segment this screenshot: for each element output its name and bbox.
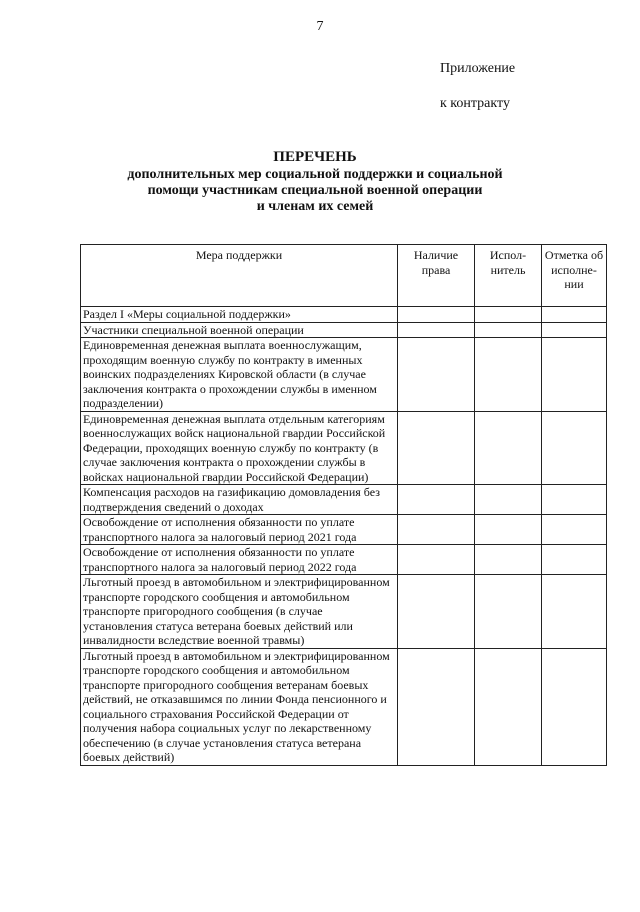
column-header-measure: Мера поддержки [81,245,398,307]
executor-cell [475,411,542,485]
completion-cell [542,411,607,485]
title-line-2: помощи участникам специальной военной операции [147,183,483,198]
executor-cell [475,515,542,545]
right-cell [398,545,475,575]
right-cell [398,648,475,765]
completion-cell [542,575,607,649]
completion-cell [542,485,607,515]
right-cell [398,338,475,412]
completion-cell [542,515,607,545]
title-heading: ПЕРЕЧЕНЬ [273,149,357,165]
executor-cell [475,575,542,649]
right-cell [398,307,475,323]
table-row [81,575,607,649]
table-row [81,338,607,412]
measure-cell: Раздел I «Меры социальной поддержки» [81,307,398,323]
executor-cell [475,485,542,515]
title-line-1: дополнительных мер социальной поддержки и социальной [127,167,503,182]
column-header-executor: Испол-нитель [475,245,542,307]
column-header-completion: Отметка об исполне-нии [542,245,607,307]
appendix-label: Приложение [440,61,516,76]
table-row [81,648,607,765]
right-cell [398,485,475,515]
right-cell [398,515,475,545]
completion-cell [542,322,607,338]
table-row [81,322,607,338]
measure-cell: Льготный проезд в автомобильном и электрифицированном транспорте городского сообщения и автомобильном транспорте пригородного сообщения ветеранам боевых действий, не отказавшимся по линии Фонда пенсионного и социального страхования Российской Федерации от получения набора социальных услуг по лекарственному обеспечению (в случае установления статуса ветерана боевых действий) [81,648,398,765]
page-number: 7 [316,19,324,34]
completion-cell [542,545,607,575]
executor-cell [475,307,542,323]
measure-cell: Единовременная денежная выплата военнослужащим, проходящим военную службу по контракту в именных воинских подразделениях Кировской области (в случае заключения контракта о прохождении службы в именном подразделении) [81,338,398,412]
table-row [81,515,607,545]
table-row [81,545,607,575]
right-cell [398,575,475,649]
completion-cell [542,307,607,323]
table-row [81,307,607,323]
title-line-3: и членам их семей [256,199,374,214]
executor-cell [475,338,542,412]
measure-cell: Льготный проезд в автомобильном и электрифицированном транспорте городского сообщения и автомобильном транспорте пригородного сообщения (в случае установления статуса ветерана боевых действий или инвалидности вследствие военной травмы) [81,575,398,649]
measure-cell: Единовременная денежная выплата отдельным категориям военнослужащих войск национальной гвардии Российской Федерации, проходящих военную службу по контракту (в случае заключения контракта о прохождении службы в войсках национальной гвардии Российской Федерации) [81,411,398,485]
column-header-right: Наличие права [398,245,475,307]
right-cell [398,411,475,485]
completion-cell [542,338,607,412]
table-header-row [81,245,607,307]
executor-cell [475,322,542,338]
measure-cell: Освобождение от исполнения обязанности по уплате транспортного налога за налоговый период 2022 года [81,545,398,575]
measure-cell: Компенсация расходов на газификацию домовладения без подтверждения сведений о доходах [81,485,398,515]
executor-cell [475,545,542,575]
appendix-contract-label: к контракту [440,96,510,111]
executor-cell [475,648,542,765]
measure-cell: Участники специальной военной операции [81,322,398,338]
table-row [81,411,607,485]
measures-table [80,244,607,766]
document-title [100,149,530,215]
right-cell [398,322,475,338]
completion-cell [542,648,607,765]
table-row [81,485,607,515]
measure-cell: Освобождение от исполнения обязанности по уплате транспортного налога за налоговый период 2021 года [81,515,398,545]
